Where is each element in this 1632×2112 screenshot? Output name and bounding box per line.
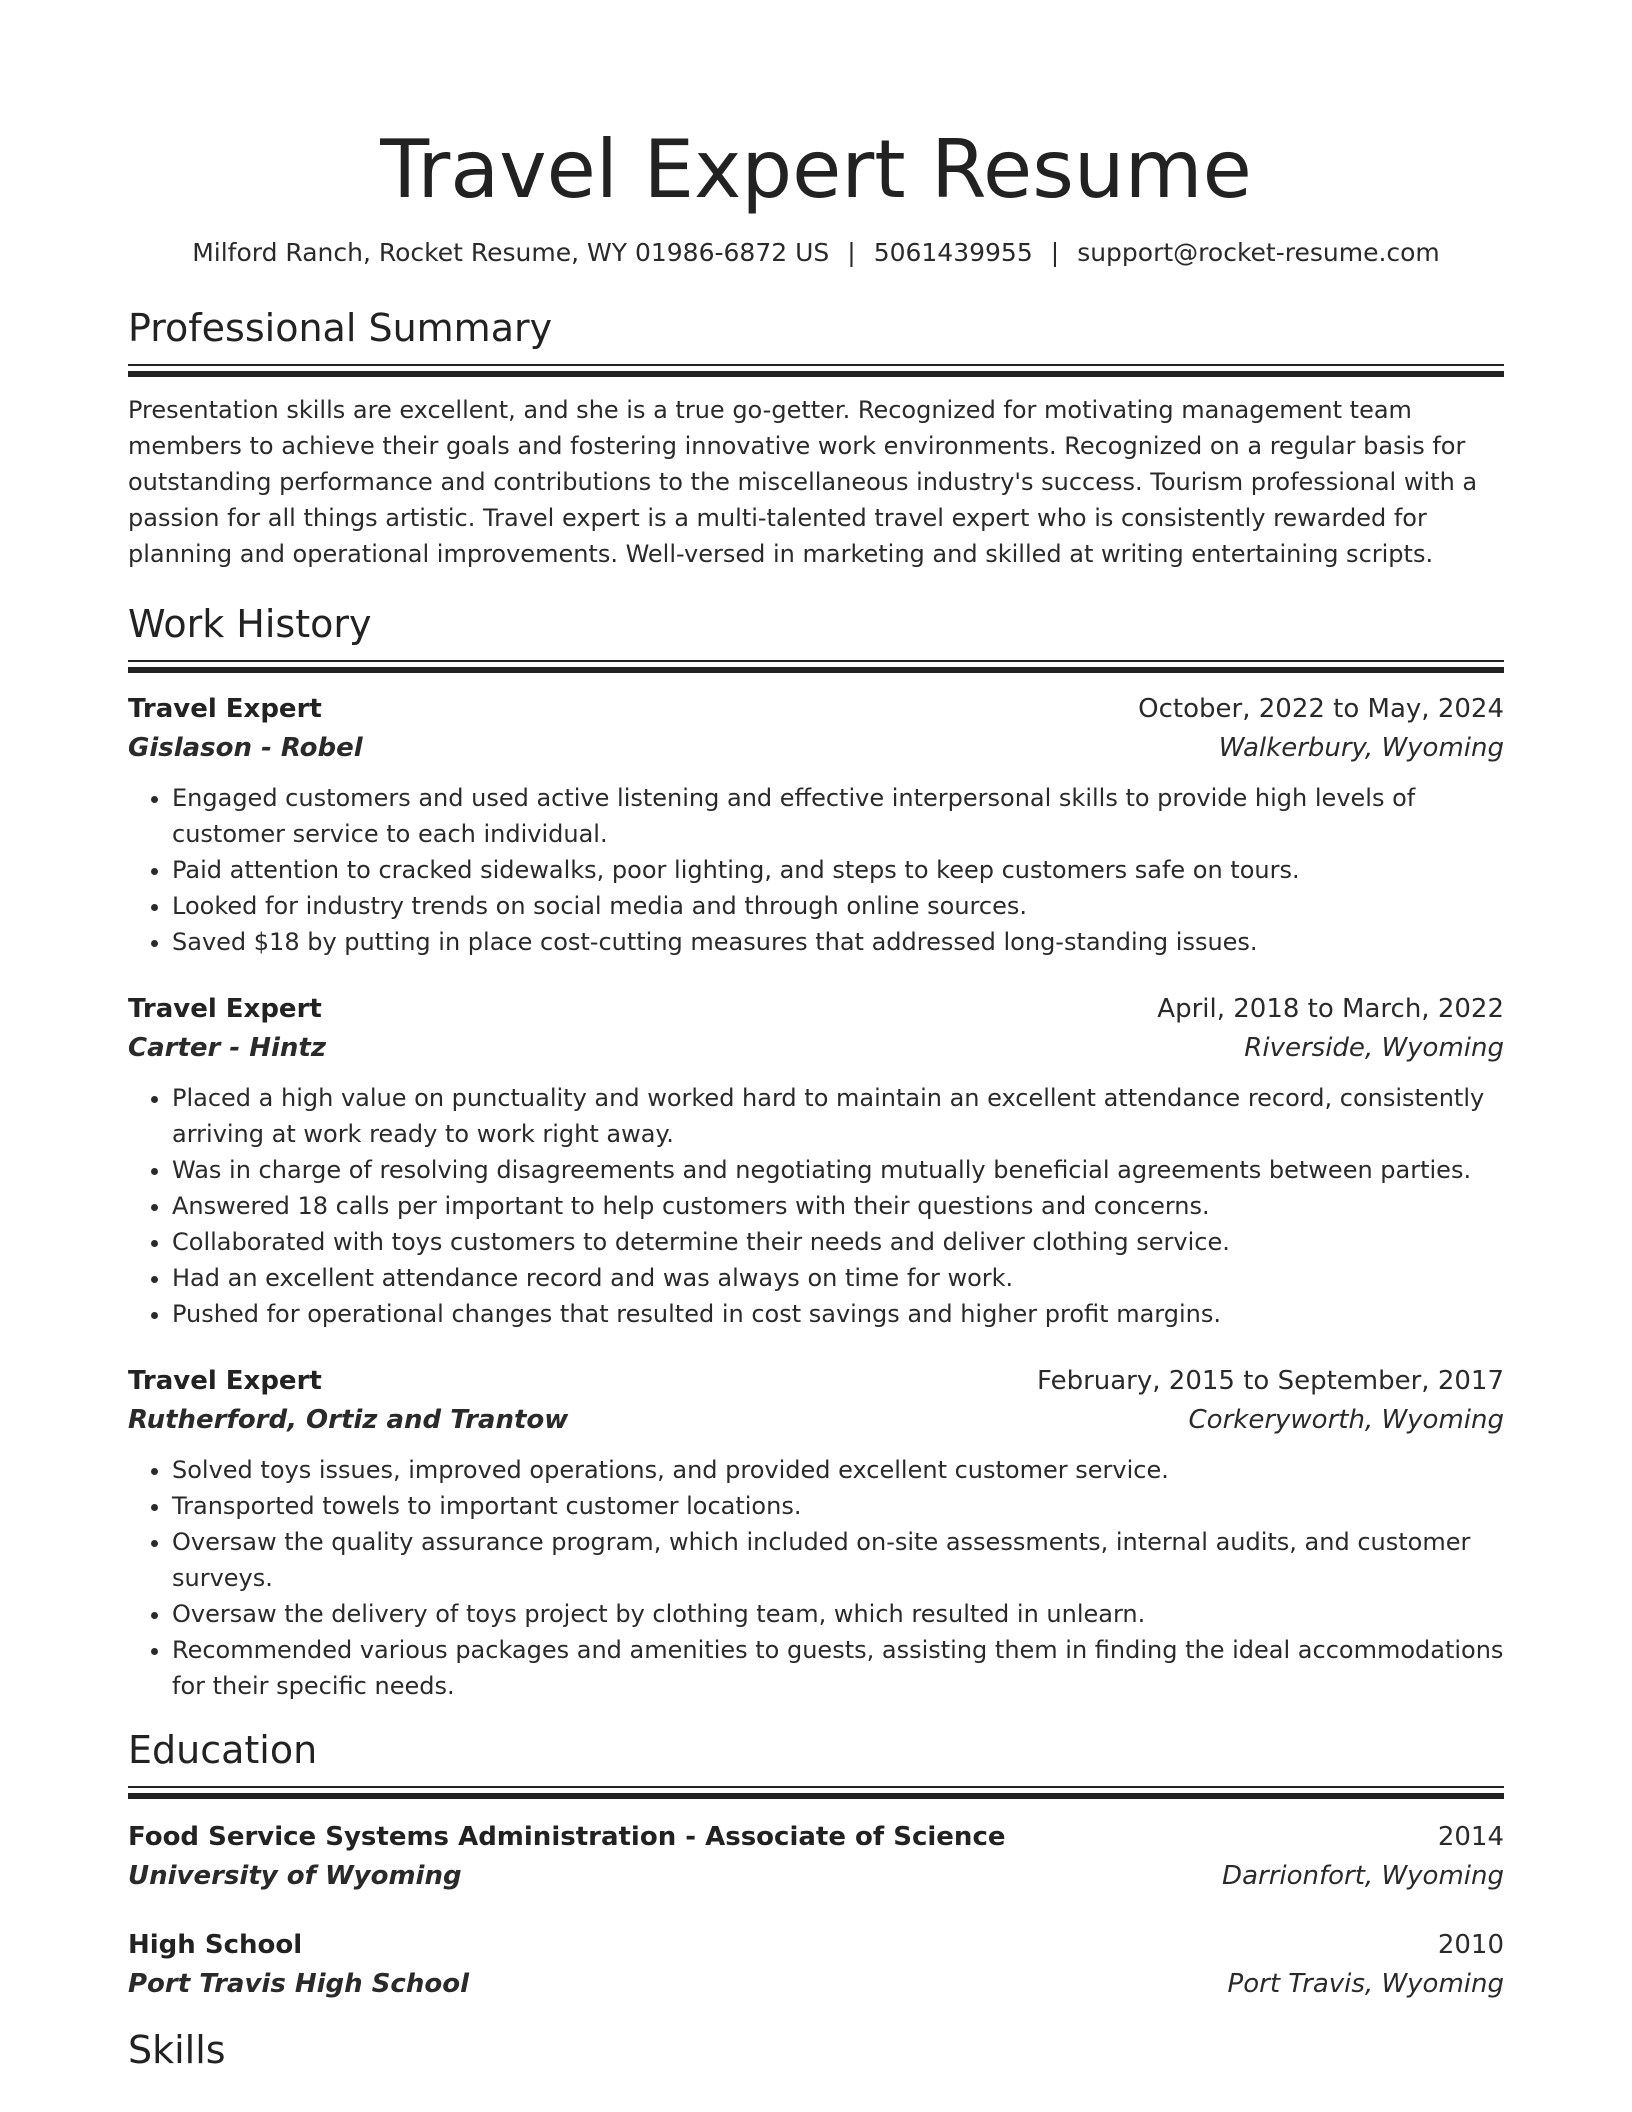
work-history-section	[128, 600, 1504, 1704]
contact-email: support@rocket-resume.com	[1077, 238, 1440, 267]
job-location: Corkeryworth, Wyoming	[1188, 1405, 1504, 1435]
bullet-item: • Saved $18 by putting in place cost-cutting measures that addressed long-standing issues.	[172, 924, 1504, 960]
education-year: 2014	[1437, 1822, 1504, 1852]
job-company: Gislason - Robel	[128, 733, 363, 763]
job-title: Travel Expert	[128, 1366, 322, 1396]
education-entry	[128, 1926, 1504, 2004]
bullet-item: • Solved toys issues, improved operations, and provided excellent customer service.	[172, 1452, 1504, 1488]
job-company: Carter - Hintz	[128, 1033, 326, 1063]
resume-page	[128, 0, 1504, 2074]
job-bullets	[128, 1080, 1504, 1332]
resume-title: Travel Expert Resume	[380, 123, 1252, 216]
education-degree: Food Service Systems Administration - Associate of Science	[128, 1822, 1006, 1852]
job-company: Rutherford, Ortiz and Trantow	[128, 1405, 569, 1435]
skills-heading: Skills	[128, 2028, 226, 2072]
education-heading: Education	[128, 1728, 318, 1772]
summary-section	[128, 304, 1504, 572]
job-entry	[128, 690, 1504, 960]
summary-text: Presentation skills are excellent, and she is a true go-getter. Recognized for motivating management team members to achieve their goals and fostering innovative work environments. Recognized on a regular basis for outstanding performance and contributions to the miscellaneous industry's success. Tourism professional with a passion for all things artistic. Travel expert is a multi-talented travel expert who is consistently rewarded for planning and operational improvements. Well-versed in marketing and skilled at writing entertaining scripts.	[128, 396, 1478, 568]
job-title: Travel Expert	[128, 694, 322, 724]
education-section	[128, 1726, 1504, 2004]
bullet-item: • Placed a high value on punctuality and worked hard to maintain an excellent attendance record, consistently arriving at work ready to work right away.	[172, 1080, 1504, 1152]
contact-address: Milford Ranch, Rocket Resume, WY 01986-6872 US	[192, 238, 830, 267]
contact-line	[128, 236, 1504, 270]
education-entry	[128, 1818, 1504, 1896]
contact-separator: |	[1050, 238, 1060, 267]
job-entry	[128, 990, 1504, 1332]
bullet-item: • Looked for industry trends on social media and through online sources.	[172, 888, 1504, 924]
job-dates: October, 2022 to May, 2024	[1138, 694, 1504, 724]
contact-phone: 5061439955	[873, 238, 1033, 267]
contact-separator: |	[847, 238, 856, 267]
education-year: 2010	[1437, 1930, 1504, 1960]
bullet-item: • Oversaw the quality assurance program, which included on-site assessments, internal audits, and customer surveys.	[172, 1524, 1504, 1596]
bullet-item: • Was in charge of resolving disagreements and negotiating mutually beneficial agreements between parties.	[172, 1152, 1504, 1188]
work-history-heading: Work History	[128, 602, 372, 646]
section-divider	[128, 660, 1504, 674]
bullet-item: • Pushed for operational changes that resulted in cost savings and higher profit margins.	[172, 1296, 1504, 1332]
job-dates: February, 2015 to September, 2017	[1037, 1366, 1504, 1396]
bullet-item: • Engaged customers and used active listening and effective interpersonal skills to provide high levels of customer service to each individual.	[172, 780, 1504, 852]
education-location: Port Travis, Wyoming	[1227, 1969, 1504, 1999]
education-school: University of Wyoming	[128, 1861, 462, 1891]
bullet-item: • Oversaw the delivery of toys project by clothing team, which resulted in unlearn.	[172, 1596, 1504, 1632]
job-location: Walkerbury, Wyoming	[1218, 733, 1504, 763]
job-entry	[128, 1362, 1504, 1704]
job-dates: April, 2018 to March, 2022	[1157, 994, 1504, 1024]
education-school: Port Travis High School	[128, 1969, 469, 1999]
skills-section	[128, 2026, 1504, 2074]
bullet-item: • Paid attention to cracked sidewalks, poor lighting, and steps to keep customers safe on tours.	[172, 852, 1504, 888]
education-degree: High School	[128, 1930, 303, 1960]
section-divider	[128, 364, 1504, 378]
bullet-item: • Answered 18 calls per important to help customers with their questions and concerns.	[172, 1188, 1504, 1224]
job-location: Riverside, Wyoming	[1244, 1033, 1504, 1063]
bullet-item: • Had an excellent attendance record and was always on time for work.	[172, 1260, 1504, 1296]
job-title: Travel Expert	[128, 994, 322, 1024]
section-divider	[128, 1786, 1504, 1800]
summary-heading: Professional Summary	[128, 306, 553, 350]
job-bullets	[128, 1452, 1504, 1704]
bullet-item: • Transported towels to important customer locations.	[172, 1488, 1504, 1524]
education-location: Darrionfort, Wyoming	[1222, 1861, 1504, 1891]
bullet-item: • Recommended various packages and amenities to guests, assisting them in finding the ideal accommodations for their specific needs.	[172, 1632, 1504, 1704]
job-bullets	[128, 780, 1504, 960]
bullet-item: • Collaborated with toys customers to determine their needs and deliver clothing service.	[172, 1224, 1504, 1260]
